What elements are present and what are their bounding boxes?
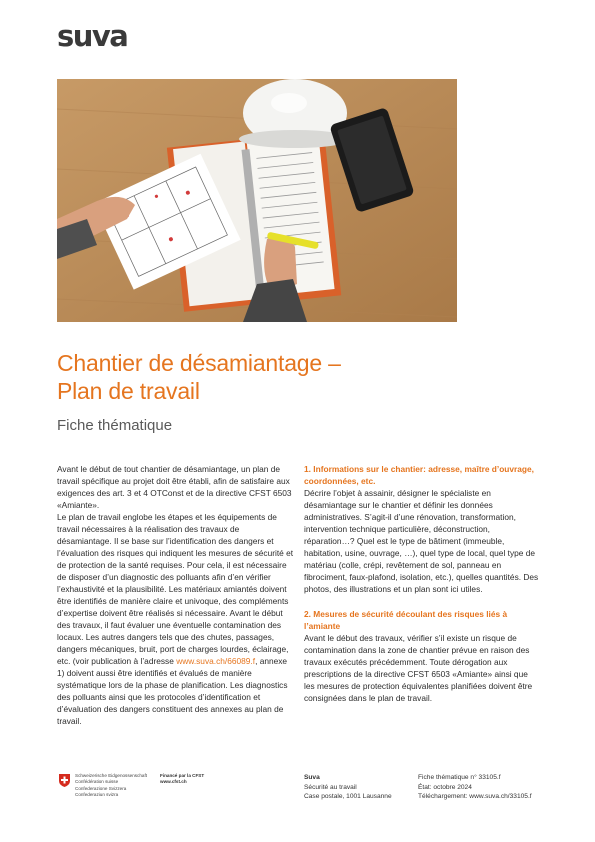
confederation-line: Confédération suisse bbox=[75, 779, 119, 785]
publication-link[interactable]: www.suva.ch/66089.f bbox=[176, 656, 256, 666]
page-title bbox=[57, 349, 341, 405]
title-line-1: Chantier de désamiantage – bbox=[57, 350, 341, 376]
page-subtitle: Fiche thématique bbox=[57, 417, 173, 434]
confederation-line: Schweizerische Eidgenossenschaft bbox=[75, 773, 148, 778]
left-column bbox=[57, 463, 295, 727]
financed-label: Financé par la CFST bbox=[160, 773, 205, 778]
confederation-block bbox=[75, 773, 147, 799]
cfst-link[interactable]: www.cfst.ch bbox=[160, 779, 187, 785]
financing-block bbox=[160, 773, 204, 786]
suva-logo: suva bbox=[57, 19, 128, 53]
section-2-heading: 2. Mesures de sécurité découlant des risques liés à l’amiante bbox=[304, 609, 508, 631]
document-number: Fiche thématique n° 33105.f bbox=[418, 774, 501, 781]
section-1-body: Décrire l’objet à assainir, désigner le spécialiste en désamiantage sur le chantier et définir les données administratives. S’agit-il d’une rénovation, transformation, intervention technique particulière, déconstruction, réparation…? Quel est le type de bâtiment (immeuble, habitation, usine, ouvrage, …), quel type de local, quel type de matériau (colle, crépi, revêtement de sol, panneau en fibrociment, faux-plafond, isolation, etc.), quelles quantités. Des photos, des illustrations et un plan sont ici utiles. bbox=[304, 488, 539, 594]
confederation-line: Confederaziun svizra bbox=[75, 792, 119, 798]
document-state: État: octobre 2024 bbox=[418, 783, 472, 791]
section-2-body: Avant le début des travaux, vérifier s’il existe un risque de contamination dans la zone de chantier prévue en raison des travaux exécutés précédemment. Toute dérogation aux prescriptions de la directive CFST 6503 «Amiante» ainsi que les mesures de protection équivalentes planifiées doivent être consignées dans le plan de travail. bbox=[304, 633, 533, 703]
hero-photo bbox=[57, 79, 457, 322]
suva-address-block bbox=[304, 773, 392, 802]
section-1-heading: 1. Informations sur le chantier: adresse, maître d’ouvrage, coordonnées, etc. bbox=[304, 464, 534, 486]
intro-paragraph: Avant le début de tout chantier de désamiantage, un plan de travail spécifique au projet doit être établi, afin de satisfaire aux exigences des art. 3 et 4 OTConst et de la directive CFST 6503 «Amiante». bbox=[57, 464, 292, 510]
work-plan-text-b: , annexe 1) doivent aussi être identifiés et évalués de manière systématique lors de la phase de planification. Les diagnostics des polluants ainsi que les protocoles d’identification et d’évaluation des dangers constituent des annexes au plan de travail. bbox=[57, 656, 288, 726]
suva-department: Sécurité au travail bbox=[304, 783, 357, 791]
download-link[interactable]: Téléchargement: www.suva.ch/33105.f bbox=[418, 793, 532, 800]
title-line-2: Plan de travail bbox=[57, 378, 200, 404]
suva-name: Suva bbox=[304, 774, 320, 781]
work-plan-text-a: Le plan de travail englobe les étapes et les équipements de travail nécessaires à la réalisation des travaux de désamiantage. Il se base sur l’identification des dangers et l’évaluation des risques qui indiquent les mesures de sécurité et de protection de la santé requises. Pour cela, il est nécessaire de disposer d’un diagnostic des polluants afin d’en vérifier l’exhaustivité et la plausibilité. Les matériaux amiantés doivent être identifiés de manière claire et univoque, des compléments d’expertise doivent être réalisés si nécessaire. Avant le début des travaux, il faut évaluer une éventuelle contamination des locaux. Les autres dangers tels que des chutes, passages, dangers mécaniques, bruit, port de charges lourdes, éclairage, etc. (voir publication à l’adresse bbox=[57, 512, 294, 666]
confederation-line: Confederazione Svizzera bbox=[75, 785, 127, 791]
suva-address: Case postale, 1001 Lausanne bbox=[304, 793, 392, 800]
swiss-coat-of-arms-icon bbox=[59, 774, 70, 787]
document-info-block bbox=[418, 773, 532, 802]
work-plan-paragraph bbox=[57, 511, 295, 727]
right-column bbox=[304, 463, 540, 704]
